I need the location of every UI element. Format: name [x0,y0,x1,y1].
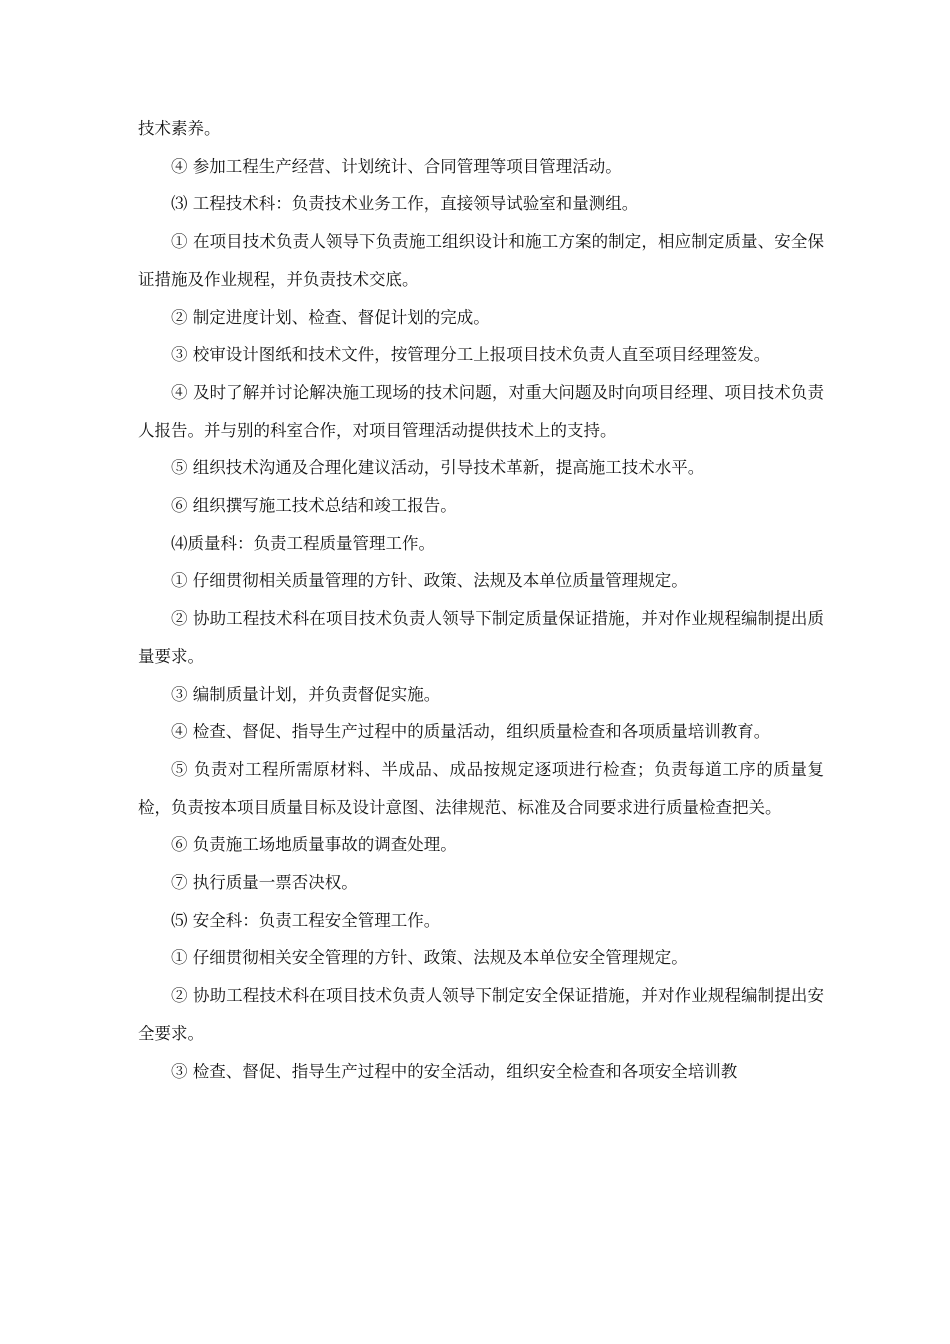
section-heading: ⑸ 安全科：负责工程安全管理工作。 [171,910,441,930]
paragraph: 技术素养。 [138,119,221,138]
paragraph: ③ 编制质量计划，并负责督促实施。 [171,684,441,704]
paragraph: ① 仔细贯彻相关安全管理的方针、政策、法规及本单位安全管理规定。 [171,948,688,968]
paragraph: ④ 检查、督促、指导生产过程中的质量活动，组织质量检查和各项质量培训教育。 [171,722,771,742]
document-body [138,110,824,1090]
paragraph: ③ 检查、督促、指导生产过程中的安全活动，组织安全检查和各项安全培训教 [171,1061,738,1081]
paragraph: ⑥ 负责施工场地质量事故的调查处理。 [171,835,457,855]
paragraph: ④ 及时了解并讨论解决施工现场的技术问题，对重大问题及时向项目经理、项目技术负责人报告。并与别的科室合作，对项目管理活动提供技术上的支持。 [138,382,824,440]
section-heading: ⑷质量科：负责工程质量管理工作。 [171,533,435,553]
paragraph: ② 协助工程技术科在项目技术负责人领导下制定质量保证措施，并对作业规程编制提出质量要求。 [138,609,824,666]
paragraph: ① 在项目技术负责人领导下负责施工组织设计和施工方案的制定，相应制定质量、安全保证措施及作业规程，并负责技术交底。 [138,232,824,289]
paragraph: ② 制定进度计划、检查、督促计划的完成。 [171,307,490,327]
paragraph: ④ 参加工程生产经营、计划统计、合同管理等项目管理活动。 [171,156,622,176]
paragraph: ⑥ 组织撰写施工技术总结和竣工报告。 [171,496,457,516]
paragraph: ③ 校审设计图纸和技术文件，按管理分工上报项目技术负责人直至项目经理签发。 [171,345,771,365]
paragraph: ⑦ 执行质量一票否决权。 [171,873,358,893]
section-heading: ⑶ 工程技术科：负责技术业务工作，直接领导试验室和量测组。 [171,194,639,214]
paragraph: ⑤ 负责对工程所需原材料、半成品、成品按规定逐项进行检查；负责每道工序的质量复检，负责按本项目质量目标及设计意图、法律规范、标准及合同要求进行质量检查把关。 [138,759,824,817]
paragraph: ② 协助工程技术科在项目技术负责人领导下制定安全保证措施，并对作业规程编制提出安全要求。 [138,986,824,1043]
paragraph: ① 仔细贯彻相关质量管理的方针、政策、法规及本单位质量管理规定。 [171,571,688,591]
paragraph: ⑤ 组织技术沟通及合理化建议活动，引导技术革新，提高施工技术水平。 [171,458,705,478]
